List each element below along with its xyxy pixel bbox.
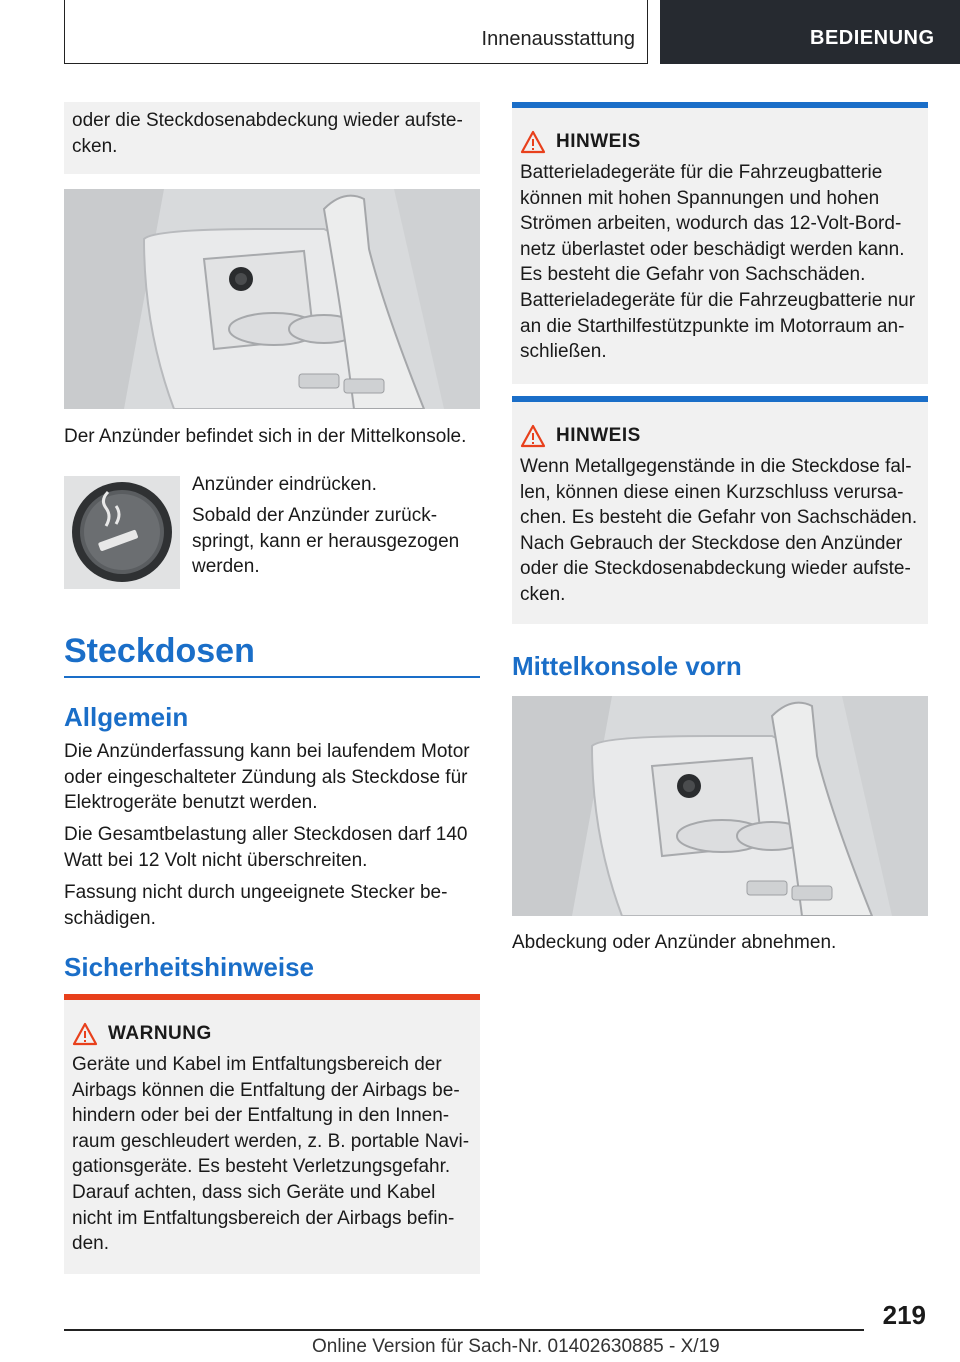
warning-heading — [72, 1022, 472, 1046]
caption-lighter-location: Der Anzünder befindet sich in der Mittelkonsole. — [64, 426, 467, 447]
notice-triangle-icon — [520, 424, 546, 448]
heading-mittelkonsole-vorn: Mittelkonsole vorn — [512, 651, 742, 681]
warning-box — [64, 994, 480, 1274]
footer-rule — [64, 1329, 864, 1331]
header-tab[interactable] — [660, 0, 960, 64]
notice-title-1: HINWEIS — [556, 131, 641, 152]
notice-heading-2 — [520, 424, 920, 448]
paragraph-lighter-socket: Die Anzünderfassung kann bei laufendem Motor oder eingeschalteter Zündung als Steckdose für Elektrogeräte benutzt werden. — [64, 741, 470, 814]
page-number: 219 — [882, 1300, 926, 1330]
heading-steckdosen: Steckdosen — [64, 632, 255, 670]
header-section-box — [64, 0, 648, 64]
heading-rule — [64, 676, 480, 678]
heading-allgemein: Allgemein — [64, 702, 189, 732]
step-lighter-pops-out: Sobald der Anzünder zurückspringt, kann er herausgezogen werden. — [192, 505, 460, 578]
warning-text: Geräte und Kabel im Entfaltungsbereich der Airbags können die Entfaltung der Airbags behindern oder bei der Entfaltung in den Innenraum geschleudert werden, z. B. portable Navigationsgeräte. Es besteht Verletzungsgefahr. Darauf achten, dass sich Geräte und Kabel nicht im Entfaltungsbereich der Airbags befinden. — [72, 1054, 470, 1255]
heading-sicherheitshinweise: Sicherheitshinweise — [64, 952, 314, 982]
front-console-illustration — [512, 696, 928, 916]
continuation-box — [64, 102, 480, 174]
notice-text-1: Batterieladegeräte für die Fahrzeugbatterie können mit hohen Spannungen und hohen Strömen arbeiten, wodurch das 12-Volt-Bordnetz überlastet oder beschädigt werden kann. Es besteht die Gefahr von Sachschäden. Batterieladegeräte für die Fahrzeugbatterie nur an die Starthilfestützpunkte im Motorraum anschließen. — [520, 162, 916, 363]
warning-triangle-icon — [72, 1022, 98, 1046]
caption-remove-cover: Abdeckung oder Anzünder abnehmen. — [512, 932, 837, 953]
center-console-image — [64, 189, 480, 409]
lighter-button-image — [64, 476, 180, 589]
notice-heading-1 — [520, 130, 920, 154]
front-console-image — [512, 696, 928, 916]
notice-text-2: Wenn Metallgegenstände in die Steckdose fallen, können diese einen Kurzschluss verursachen. Es besteht die Gefahr von Sachschäden. Nach Gebrauch der Steckdose den Anzünder oder die Steckdosenabdeckung wieder aufstecken. — [520, 456, 918, 605]
lighter-icon — [64, 476, 180, 589]
continuation-text: oder die Steckdosenabdeckung wieder aufstecken. — [72, 110, 463, 157]
footer-online-version: Online Version für Sach-Nr. 01402630885 - X/19 — [312, 1336, 720, 1357]
notice-triangle-icon — [520, 130, 546, 154]
paragraph-socket-damage: Fassung nicht durch ungeeignete Stecker beschädigen. — [64, 882, 448, 929]
center-console-illustration — [64, 189, 480, 409]
notice-box-metal — [512, 396, 928, 624]
paragraph-total-load: Die Gesamtbelastung aller Steckdosen darf 140 Watt bei 12 Volt nicht überschreiten. — [64, 824, 468, 871]
notice-title-2: HINWEIS — [556, 425, 641, 446]
notice-box-battery — [512, 102, 928, 384]
header-tab-label: BEDIENUNG — [810, 27, 935, 49]
step-press-lighter: Anzünder eindrücken. — [192, 474, 377, 495]
warning-title: WARNUNG — [108, 1023, 212, 1044]
header-section-title: Innenausstattung — [481, 28, 635, 50]
